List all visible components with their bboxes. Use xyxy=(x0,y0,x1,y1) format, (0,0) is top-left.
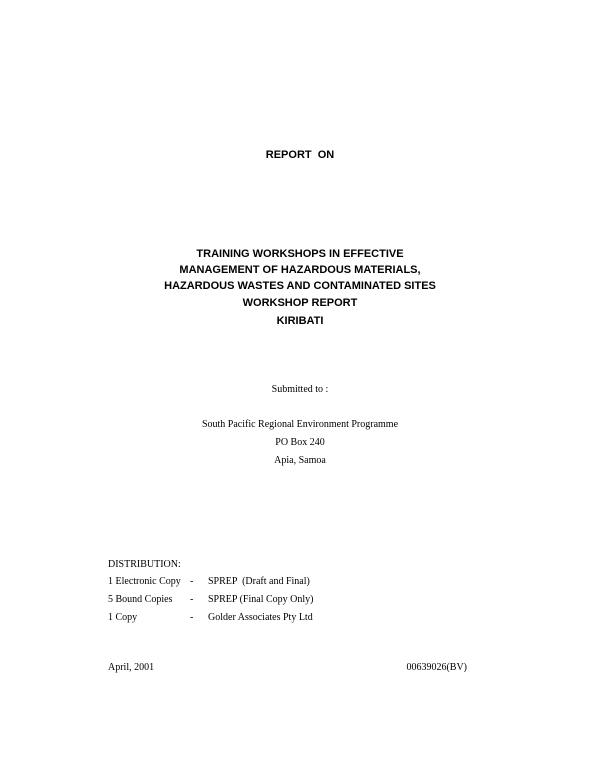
distribution-dash: - xyxy=(190,594,194,605)
distribution-dash: - xyxy=(190,612,194,623)
report-heading: REPORT ON xyxy=(265,149,335,161)
distribution-copies: 1 Copy xyxy=(108,612,138,623)
distribution-copies: 5 Bound Copies xyxy=(108,594,173,605)
recipient-line: South Pacific Regional Environment Programme xyxy=(201,419,399,430)
distribution-recipient: Golder Associates Pty Ltd xyxy=(208,612,313,623)
distribution-heading: DISTRIBUTION: xyxy=(108,559,181,570)
distribution-copies: 1 Electronic Copy xyxy=(108,576,181,587)
recipient-line: PO Box 240 xyxy=(275,437,325,448)
distribution-recipient: SPREP (Draft and Final) xyxy=(208,576,310,587)
submitted-to-label: Submitted to : xyxy=(271,384,329,395)
title-line: MANAGEMENT OF HAZARDOUS MATERIALS, xyxy=(179,264,421,276)
report-reference-number: 00639026(BV) xyxy=(406,662,467,673)
recipient-line: Apia, Samoa xyxy=(274,455,326,466)
workshop-report-line: WORKSHOP REPORT xyxy=(242,297,358,309)
title-line: TRAINING WORKSHOPS IN EFFECTIVE xyxy=(196,248,404,260)
title-line: HAZARDOUS WASTES AND CONTAMINATED SITES xyxy=(164,280,436,292)
report-date: April, 2001 xyxy=(108,662,155,673)
country-line: KIRIBATI xyxy=(276,315,324,327)
distribution-recipient: SPREP (Final Copy Only) xyxy=(208,594,314,605)
distribution-dash: - xyxy=(190,576,194,587)
